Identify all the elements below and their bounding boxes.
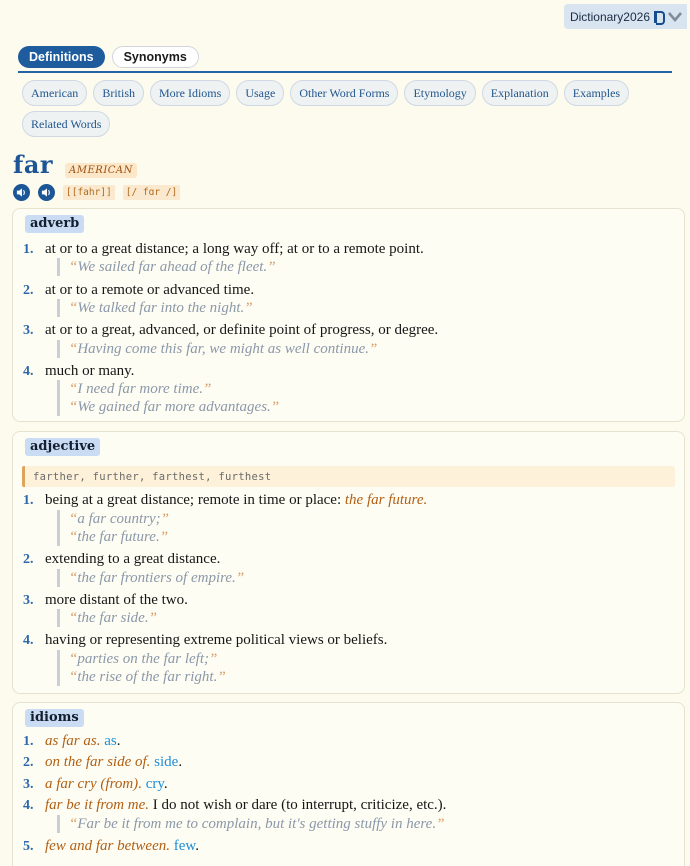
tab-synonyms[interactable]: Synonyms [112,46,199,68]
pronunciation-row [13,184,180,201]
example-block [57,258,276,276]
pronunciation-spell: [[fahr]] [63,185,115,200]
example-text: “the rise of the far right.” [69,669,226,685]
speaker-icon[interactable] [13,184,30,201]
dictionary-selector[interactable] [564,4,687,29]
idiom-item: 4. far be it from me. I do not wish or dare (to interrupt, criticize, etc.). [23,797,447,813]
part-of-speech-label: adjective [25,438,100,456]
dictionary-badge: AMERICAN [65,163,137,178]
sense-item: 1. being at a great distance; remote in time or place: the far future. [23,492,428,508]
word-forms: farther, further, farthest, furthest [22,466,675,487]
sense-item: 3. more distant of the two. [23,592,188,608]
pill-more-idioms[interactable]: More Idioms [150,80,230,106]
example-text: “We talked far into the night.” [69,300,253,316]
cross-reference-link[interactable]: side [154,754,179,770]
sense-item: 3. at or to a great, advanced, or definite point of progress, or degree. [23,322,439,338]
example-text: “the far frontiers of empire.” [69,570,245,586]
pronunciation-ipa: [/ fɑr /] [123,185,180,200]
speaker-icon[interactable] [38,184,55,201]
example-text: “Having come this far, we might as well continue.” [69,341,378,357]
idiom-item: 3. a far cry (from). cry. [23,776,168,792]
example-text: “parties on the far left;” [69,651,218,667]
adverb-section [12,208,685,422]
example-text: “We sailed far ahead of the fleet.” [69,259,276,275]
headword-row [13,150,137,179]
sense-item: 2. extending to a great distance. [23,551,221,567]
example-block [57,815,444,833]
pill-usage[interactable]: Usage [236,80,284,106]
part-of-speech-label: idioms [25,709,84,727]
section-nav [22,80,642,137]
dictionary-name: Dictionary2026 [569,9,650,24]
example-text: “the far future.” [69,529,169,545]
pill-examples[interactable]: Examples [564,80,629,106]
example-text: “Far be it from me to complain, but it's getting stuffy in here.” [69,816,445,832]
pill-related-words[interactable]: Related Words [22,111,110,137]
example-block [57,340,377,358]
idiom-item: 5. few and far between. few. [23,838,199,854]
headword: far [13,150,54,179]
pill-british[interactable]: British [93,80,144,106]
cross-reference-link[interactable]: cry [145,776,164,792]
dictionary-logo-icon [653,11,664,23]
cross-reference-link[interactable]: as [104,733,117,749]
tab-definitions[interactable]: Definitions [18,46,105,68]
example-text: “the far side.” [69,610,157,626]
example-text: “We gained far more advantages.” [69,399,280,415]
adjective-section [12,431,685,694]
sense-item: 4. having or representing extreme political views or beliefs. [23,632,388,648]
tab-bar [18,46,672,73]
idioms-section [12,702,685,866]
part-of-speech-label: adverb [25,215,84,233]
example-block [57,609,157,627]
pill-etymology[interactable]: Etymology [404,80,475,106]
sense-item: 4. much or many. [23,363,135,379]
example-text: “a far country;” [69,511,170,527]
sense-item: 2. at or to a remote or advanced time. [23,282,255,298]
idiom-item: 1. as far as. as. [23,733,121,749]
example-block [57,510,169,546]
example-block [57,650,226,686]
example-block [57,299,253,317]
idiom-item: 2. on the far side of. side. [23,754,183,770]
pill-american[interactable]: American [22,80,87,106]
cross-reference-link[interactable]: few [173,838,196,854]
example-block [57,380,279,416]
chevron-down-icon[interactable] [667,10,683,24]
example-block [57,569,244,587]
pill-other-word-forms[interactable]: Other Word Forms [290,80,398,106]
example-text: “I need far more time.” [69,381,212,397]
pill-explanation[interactable]: Explanation [482,80,558,106]
sense-item: 1. at or to a great distance; a long way off; at or to a remote point. [23,241,424,257]
